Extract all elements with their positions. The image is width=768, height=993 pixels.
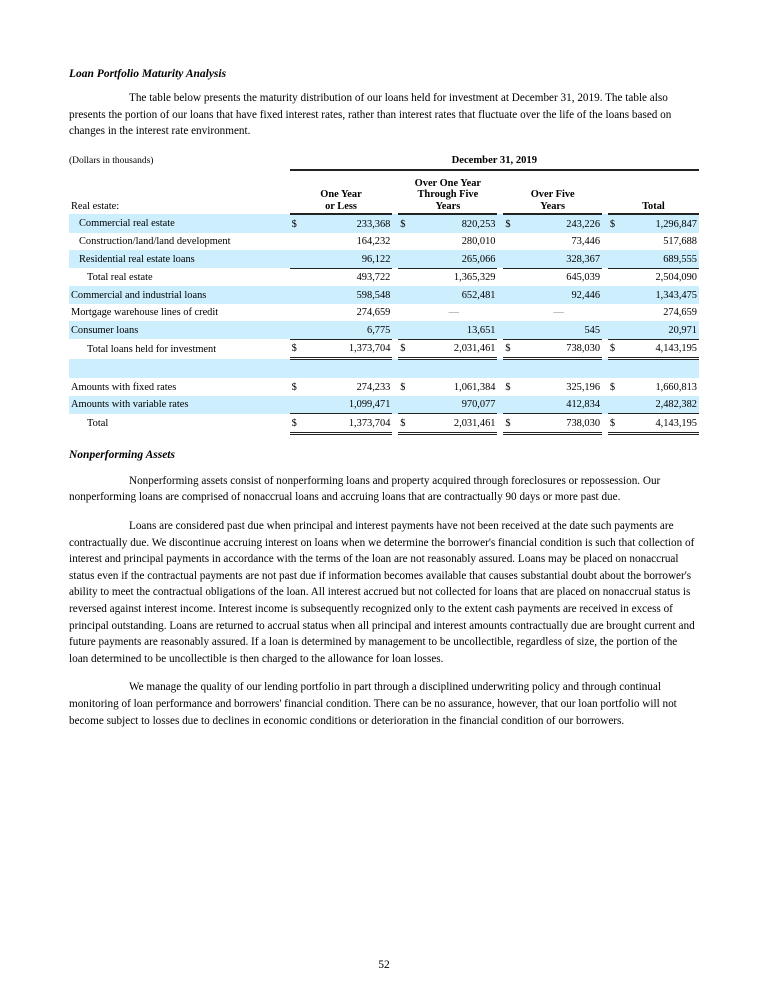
row-label: Mortgage warehouse lines of credit [71,307,219,319]
currency-symbol: $ [290,214,304,233]
column-header-line: Through Five [417,189,479,201]
section-title-loan-maturity: Loan Portfolio Maturity Analysis [69,68,227,80]
cell-value: 1,061,384 [453,381,496,393]
period-header: December 31, 2019 [290,152,699,171]
cell-value: 325,196 [566,381,601,393]
column-header-line: Years [435,200,461,212]
cell-value: 265,066 [412,250,497,268]
column-header-total [608,170,699,214]
cell-value: 1,099,471 [303,396,392,414]
currency-symbol: $ [290,339,304,359]
row-label: Construction/land/land development [79,236,231,248]
cell-value: 598,548 [303,286,392,304]
page-number: 52 [378,959,390,971]
table-row [69,286,699,304]
cell-value: 20,971 [622,321,699,339]
table-spacer-row [69,359,699,379]
cell-value: 689,555 [622,250,699,268]
cell-value: 4,143,195 [622,414,699,434]
cell-value: 73,446 [571,236,601,248]
cell-value: 970,077 [412,396,497,414]
column-header-one-to-five-years [398,170,497,214]
column-header-line: Years [540,200,566,212]
currency-symbol: $ [608,339,622,359]
row-label: Total [87,418,109,430]
body-paragraph: We manage the quality of our lending portfolio in part through a disciplined underwriting policy and through continual monitoring of loan performance and borrowers' financial condition. There can be no assurance, however, that our loan portfolio will not become subject to losses due to declines in economic conditions or deterioration in the financial condition of our borrowers. [69,681,677,727]
currency-symbol: $ [400,381,406,393]
row-label: Commercial real estate [69,214,290,233]
cell-value: 280,010 [461,236,496,248]
column-header-one-year-or-less [290,170,393,214]
table-row [69,396,699,414]
real-estate-group-label: Real estate: [71,201,120,213]
table-row-total [69,414,699,434]
cell-value: 2,031,461 [412,339,497,359]
currency-symbol: $ [398,339,412,359]
cell-value: 274,659 [356,307,391,319]
column-header-line: Over One Year [414,177,482,189]
table-row-total [69,339,699,359]
table-row [69,233,699,251]
column-header-line: or Less [325,200,357,212]
table-row [69,304,699,322]
currency-symbol: $ [398,214,412,233]
cell-value: 243,226 [517,214,602,233]
currency-symbol: $ [291,381,297,393]
cell-value: 13,651 [412,321,497,339]
cell-value: 274,659 [663,307,697,319]
cell-value: 738,030 [517,339,602,359]
cell-value: 2,504,090 [622,268,699,286]
table-row-subtotal [69,268,699,286]
cell-value: 652,481 [412,286,497,304]
cell-value: — [448,307,459,319]
body-paragraph: Nonperforming assets consist of nonperforming loans and property acquired through foreclosures or repossession. Our nonperforming loans are comprised of nonaccrual loans and accruing loans that are contractually 90 days or more past due. [69,474,661,504]
cell-value: 2,482,382 [622,396,699,414]
cell-value: — [553,307,564,319]
cell-value: 1,365,329 [412,268,497,286]
body-paragraph: Loans are considered past due when principal and interest payments have not been received at the date such payments are contractually due. We discontinue accruing interest on loans when we determine the borrower's financial condition is such that collection of interest and principal payments in accordance with the terms of the loan are not reasonably assured. Loans may be placed on nonaccrual status even if the contractual payments are not past due if information becomes available that causes substantial doubt about the borrower's ability to meet the contractual obligations of the loan. All interest accrued but not collected for loans that are placed on nonaccrual status is reversed against interest income. Interest income is subsequently recognized only to the extent cash payments are received in excess of principal outstanding. Loans are returned to accrual status when all principal and interest amounts contractually due are brought current and future payments are reasonably assured. If a loan is determined by management to be uncollectible, regardless of size, the portion of the loan determined to be uncollectible is then charged to the allowance for loan losses. [69,519,695,665]
cell-value: 1,373,704 [303,414,392,434]
cell-value: 274,233 [356,381,391,393]
cell-value: 493,722 [303,268,392,286]
currency-symbol: $ [609,381,616,393]
cell-value: 1,660,813 [655,381,697,393]
intro-paragraph: The table below presents the maturity distribution of our loans held for investment at December 31, 2019. The table also presents the portion of our loans that have fixed interest rates, rather than interest rates that fluctuate over the life of the loans based on changes in the interest rate environment. [69,92,672,138]
cell-value: 164,232 [356,236,391,248]
row-label: Amounts with variable rates [69,396,290,414]
cell-value: 645,039 [517,268,602,286]
cell-value: 412,834 [517,396,602,414]
column-header-line: One Year [320,189,362,201]
cell-value: 545 [517,321,602,339]
cell-value: 6,775 [303,321,392,339]
currency-symbol: $ [608,214,622,233]
section-title-nonperforming-assets: Nonperforming Assets [69,448,175,461]
column-header-line: Total [642,200,665,212]
cell-value: 328,367 [517,250,602,268]
row-label: Total loans held for investment [87,343,217,355]
cell-value: 820,253 [412,214,497,233]
column-header-over-five-years [503,170,602,214]
currency-symbol: $ [505,381,511,393]
currency-symbol: $ [608,414,622,434]
currency-symbol: $ [503,414,517,434]
currency-symbol: $ [398,414,412,434]
row-label: Consumer loans [69,321,290,339]
row-label: Amounts with fixed rates [71,381,177,393]
currency-symbol: $ [290,414,304,434]
units-label: (Dollars in thousands) [69,156,154,167]
table-row [69,214,699,233]
row-label: Commercial and industrial loans [69,286,290,304]
row-label: Total real estate [87,271,153,283]
currency-symbol: $ [503,214,517,233]
loan-maturity-table [69,152,699,435]
cell-value: 2,031,461 [412,414,497,434]
cell-value: 4,143,195 [622,339,699,359]
cell-value: 738,030 [517,414,602,434]
cell-value: 1,343,475 [622,286,699,304]
cell-value: 92,446 [517,286,602,304]
column-header-line: Over Five [530,189,575,201]
table-row [69,378,699,396]
cell-value: 96,122 [303,250,392,268]
cell-value: 517,688 [663,236,697,248]
cell-value: 1,373,704 [303,339,392,359]
currency-symbol: $ [503,339,517,359]
cell-value: 233,368 [303,214,392,233]
table-row [69,250,699,268]
table-row [69,321,699,339]
document-page [69,68,699,741]
cell-value: 1,296,847 [622,214,699,233]
row-label: Residential real estate loans [69,250,290,268]
